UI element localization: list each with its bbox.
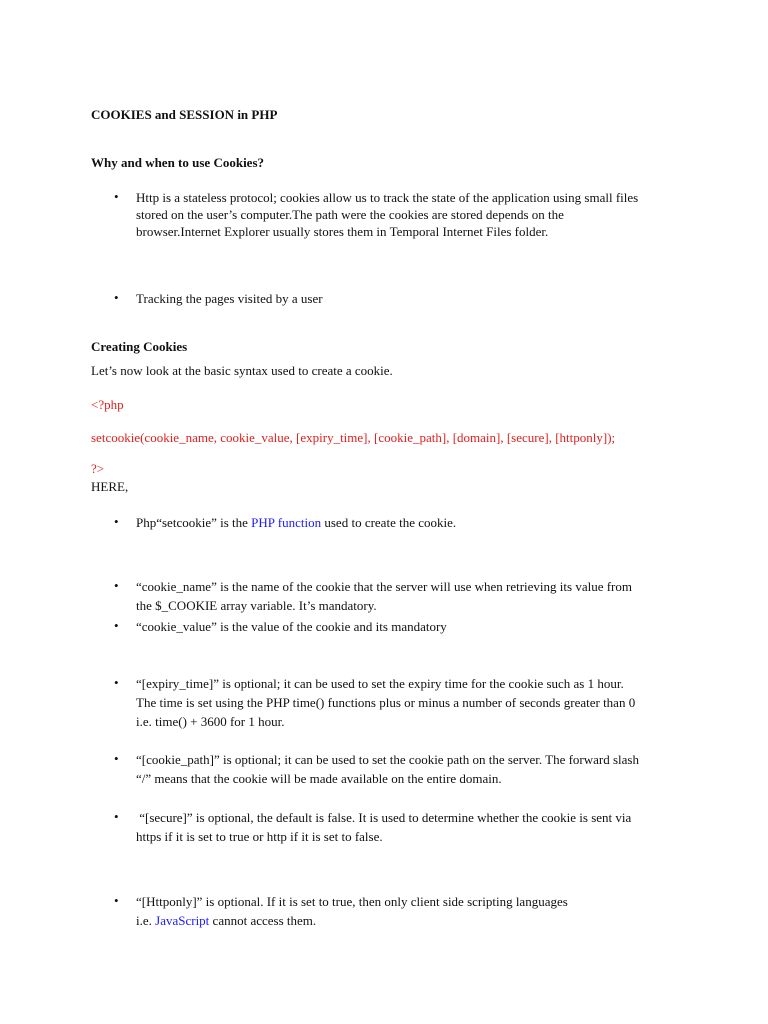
list-item-cookie-value: “cookie_value” is the value of the cookie and its mandatory xyxy=(136,619,447,634)
code-setcookie-call: setcookie(cookie_name, cookie_value, [expiry_time], [cookie_path], [domain], [secure], [httponly]); xyxy=(91,430,616,445)
code-php-open: <?php xyxy=(91,397,124,412)
section-heading-why-cookies: Why and when to use Cookies? xyxy=(91,155,265,170)
list-item-httponly: “[Httponly]” is optional. If it is set to true, then only client side scripting languages i.e. JavaScript cannot access them. xyxy=(136,894,568,928)
list-item-cookie-name: “cookie_name” is the name of the cookie that the server will use when retrieving its value from the $_COOKIE array variable. It’s mandatory. xyxy=(136,579,632,613)
list-item-secure: “[secure]” is optional, the default is false. It is used to determine whether the cookie is sent via https if it is set to true or http if it is set to false. xyxy=(136,810,632,844)
here-label: HERE, xyxy=(91,479,129,494)
intro-text: Let’s now look at the basic syntax used to create a cookie. xyxy=(91,363,393,378)
list-item-tracking: Tracking the pages visited by a user xyxy=(136,291,323,306)
list-item-stateless: Http is a stateless protocol; cookies allow us to track the state of the application using small files stored on the user’s computer.The path were the cookies are stored depends on the browser.Internet Explorer usually stores them in Temporal Internet Files folder. xyxy=(136,190,639,239)
bullet-icon: • xyxy=(114,751,119,766)
bullet-icon: • xyxy=(114,189,119,204)
bullet-icon: • xyxy=(114,290,119,305)
code-php-close: ?> xyxy=(91,461,105,476)
list-item-setcookie: Php“setcookie” is the PHP function used to create the cookie. xyxy=(136,515,457,530)
bullet-icon: • xyxy=(114,578,119,593)
list-item-cookie-path: “[cookie_path]” is optional; it can be used to set the cookie path on the server. The forward slash “/” means that the cookie will be made available on the entire domain. xyxy=(136,752,639,786)
section-heading-creating-cookies: Creating Cookies xyxy=(91,339,188,354)
bullet-icon: • xyxy=(114,618,119,633)
page-title: COOKIES and SESSION in PHP xyxy=(91,107,278,122)
list-item-expiry-time: “[expiry_time]” is optional; it can be used to set the expiry time for the cookie such as 1 hour. The time is set using the PHP time() functions plus or minus a number of seconds greater than 0 i.e. time() + 3600 for 1 hour. xyxy=(136,676,636,729)
javascript-link[interactable]: JavaScript xyxy=(155,913,210,928)
php-function-link[interactable]: PHP function xyxy=(251,515,322,530)
bullet-icon: • xyxy=(114,809,119,824)
bullet-icon: • xyxy=(114,675,119,690)
bullet-icon: • xyxy=(114,893,119,908)
bullet-icon: • xyxy=(114,514,119,529)
